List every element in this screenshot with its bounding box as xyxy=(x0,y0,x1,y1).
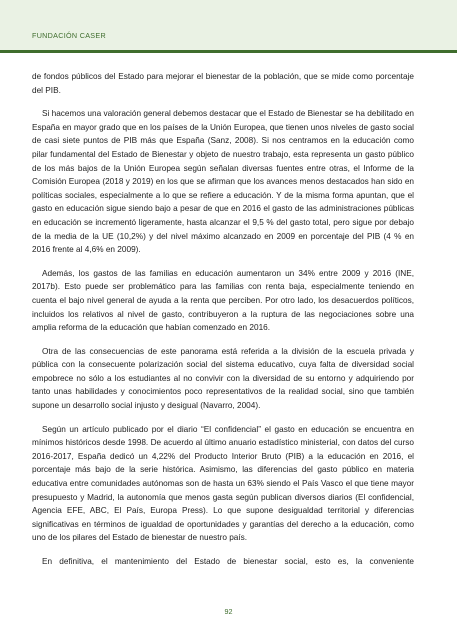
paragraph: Si hacemos una valoración general debemos destacar que el Estado de Bienestar se ha debilitado en España en mayor grado que en los países de la Unión Europea, que tienen unos niveles de gasto social de casi siete puntos de PIB más que España (Sanz, 2008). Si nos centramos en la educación como pilar fundamental del Estado de Bienestar y objeto de nuestro trabajo, esta representa un gasto público de los más bajos de la Unión Europea según señalan diversas fuentes entre otras, el Informe de la Comisión Europea (2018 y 2019) en los que se afirman que los avances menos destacados han sido en políticas sociales, especialmente a lo que se refiere a educación. Y de la misma forma apuntan, que el gasto en educación sigue siendo bajo a pesar de que en 2016 el gasto de las administraciones públicas en educación se incrementó ligeramente, hasta alcanzar el 9,5 % del gasto total, pero sigue por debajo de la media de la UE (10,2%) y del nivel máximo alcanzado en 2009 en porcentaje del PIB (4 % en 2016 frente al 4,6% en 2009). xyxy=(32,109,414,255)
paragraph: Además, los gastos de las familias en educación aumentaron un 34% entre 2009 y 2016 (INE, 2017b). Esto puede ser problemático para las familias con renta baja, especialmente teniendo en cuenta el bajo nivel general de ayuda a la renta que perciben. Por otro lado, los desacuerdos políticos, incluidos los relativos al nivel de gasto, contribuyeron a la ruptura de las negociaciones sobre una amplia reforma de la educación que habían comenzado en 2016. xyxy=(32,268,414,333)
paragraph: En definitiva, el mantenimiento del Estado de bienestar social, esto es, la conveniente xyxy=(42,557,414,566)
paragraph: Otra de las consecuencias de este panorama está referida a la división de la escuela privada y pública con la consecuente polarización social del sistema educativo, cuya falta de diversidad social empobrece no sólo a los estudiantes al no convivir con la diversidad de su entorno y adquiriendo por tanto unas habilidades y conocimientos poco representativos de la realidad social, sino que también supone un desarrollo social injusto y desigual (Navarro, 2004). xyxy=(32,346,414,411)
page-number: 92 xyxy=(224,607,233,616)
paragraph: Según un artículo publicado por el diario “El confidencial” el gasto en educación se encuentra en mínimos históricos desde 1998. De acuerdo al último anuario estadístico ministerial, con datos del curso 2016-2017, España dedicó un 4,22% del Producto Interior Bruto (PIB) a la educación en 2016, el porcentaje más bajo de la serie histórica. Asimismo, las diferencias del gasto público en materia educativa entre comunidades autónomas son de hasta un 63% siendo el País Vasco el que tiene mayor presupuesto y Madrid, la autonomía que menos gasta según publican diversos diarios (El confidencial, Agencia EFE, ABC, El País, Europa Press). Lo que supone desigualdad territorial y diferencias significativas en términos de igualdad de oportunidades y garantías del derecho a la educación, como uno de los pilares del Estado de bienestar de nuestro país. xyxy=(32,424,414,543)
header-rule xyxy=(0,50,457,53)
page-header xyxy=(0,0,457,50)
header-title: FUNDACIÓN CASER xyxy=(32,31,106,40)
paragraph: de fondos públicos del Estado para mejorar el bienestar de la población, que se mide como porcentaje del PIB. xyxy=(32,72,414,95)
body-text xyxy=(32,70,414,579)
